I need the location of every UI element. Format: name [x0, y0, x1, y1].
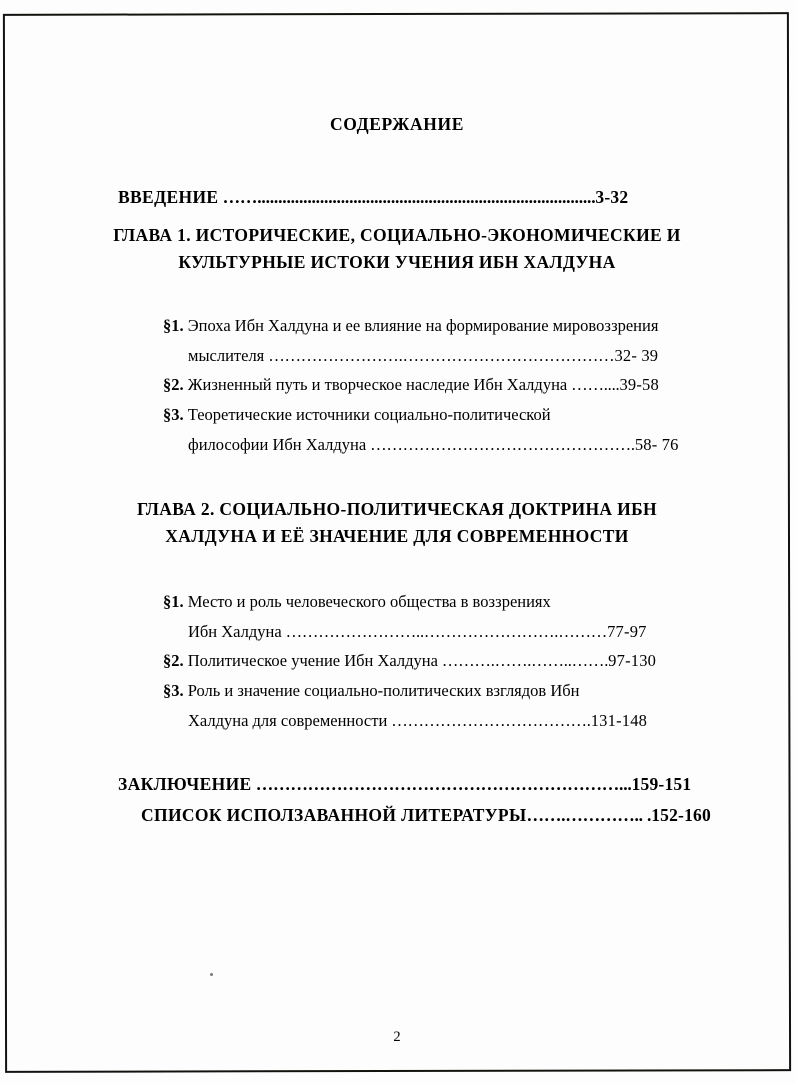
toc-section-1-1: [163, 314, 658, 337]
toc-section-2-2: [163, 649, 656, 672]
leader-dots: …….………….. .: [526, 805, 652, 825]
section-mark: §3.: [163, 405, 184, 424]
toc-entry-label: СПИСОК ИСПОЛЗАВАННОЙ ЛИТЕРАТУРЫ: [141, 805, 527, 825]
leader-dots: ……………………..…………………….………: [281, 622, 608, 641]
section-title: Эпоха Ибн Халдуна и ее влияние на формирование мировоззрения: [187, 316, 659, 335]
toc-entry-label: ВВЕДЕНИЕ: [118, 187, 219, 207]
toc-entry-bibliography: [141, 803, 711, 828]
section-title: Теоретические источники социально-политической: [187, 405, 551, 424]
toc-section-2-3: [163, 679, 579, 702]
toc-section-2-1: [163, 590, 551, 613]
toc-section-2-1-continuation: [188, 620, 647, 643]
toc-section-2-3-continuation: [188, 709, 647, 732]
section-title: Место и роль человеческого общества в воззрениях: [187, 592, 551, 611]
leader-dots: …….................................................................................: [218, 187, 596, 207]
toc-section-1-1-continuation: [188, 344, 658, 367]
toc-entry-pages: 159-151: [631, 774, 692, 794]
chapter-heading-2: [4, 496, 790, 549]
toc-section-1-3-continuation: [188, 433, 679, 456]
chapter-heading-2-line-2: ХАЛДУНА И ЕЁ ЗНАЧЕНИЕ ДЛЯ СОВРЕМЕННОСТИ: [165, 525, 629, 546]
leader-dots: ……….…….……..…….: [437, 651, 609, 670]
page-title: СОДЕРЖАНИЕ: [329, 114, 464, 134]
toc-section-1-3: [163, 403, 551, 426]
page-content-area: [4, 13, 790, 1072]
section-title-continued: Ибн Халдуна: [188, 622, 282, 641]
scan-artifact-speck: [210, 973, 213, 976]
section-title-continued: мыслителя: [188, 346, 265, 365]
toc-entry-pages: 39-58: [619, 375, 659, 394]
leader-dots: …………………….…………………………………: [264, 346, 615, 365]
section-title: Политическое учение Ибн Халдуна: [187, 651, 438, 670]
section-mark: §1.: [163, 316, 184, 335]
leader-dots: ………………………………………….: [366, 435, 635, 454]
section-title: Роль и значение социально-политических взглядов Ибн: [187, 681, 580, 700]
chapter-heading-2-line-1: ГЛАВА 2. СОЦИАЛЬНО-ПОЛИТИЧЕСКАЯ ДОКТРИНА ИБН: [137, 499, 657, 519]
section-title-continued: Халдуна для современности: [188, 711, 388, 730]
section-title-continued: философии Ибн Халдуна: [188, 435, 367, 454]
section-mark: §3.: [163, 681, 184, 700]
toc-entry-pages: 58- 76: [634, 435, 679, 454]
toc-entry-pages: 97-130: [608, 651, 657, 670]
chapter-heading-1: [4, 222, 790, 275]
chapter-heading-1-line-1: ГЛАВА 1. ИСТОРИЧЕСКИЕ, СОЦИАЛЬНО-ЭКОНОМИЧЕСКИЕ И: [113, 225, 681, 245]
leader-dots: ……....: [567, 375, 620, 394]
leader-dots: ……………………………….: [387, 711, 591, 730]
section-title: Жизненный путь и творческое наследие Ибн Халдуна: [187, 375, 568, 394]
toc-entry-label: ЗАКЛЮЧЕНИЕ: [118, 774, 252, 794]
toc-entry-introduction: [118, 185, 628, 210]
section-mark: §1.: [163, 592, 184, 611]
section-mark: §2.: [163, 375, 184, 394]
toc-section-1-2: [163, 373, 659, 396]
toc-entry-pages: 3-32: [595, 187, 629, 207]
toc-entry-pages: 131-148: [590, 711, 648, 730]
toc-entry-pages: 152-160: [651, 805, 711, 825]
leader-dots: ………………………………………………………...: [251, 774, 632, 794]
toc-entry-pages: 77-97: [607, 622, 647, 641]
chapter-heading-1-line-2: КУЛЬТУРНЫЕ ИСТОКИ УЧЕНИЯ ИБН ХАЛДУНА: [178, 251, 616, 272]
toc-entry-pages: 32- 39: [614, 346, 659, 365]
toc-entry-conclusion: [118, 772, 691, 797]
section-mark: §2.: [163, 651, 184, 670]
page-number: 2: [393, 1029, 401, 1045]
